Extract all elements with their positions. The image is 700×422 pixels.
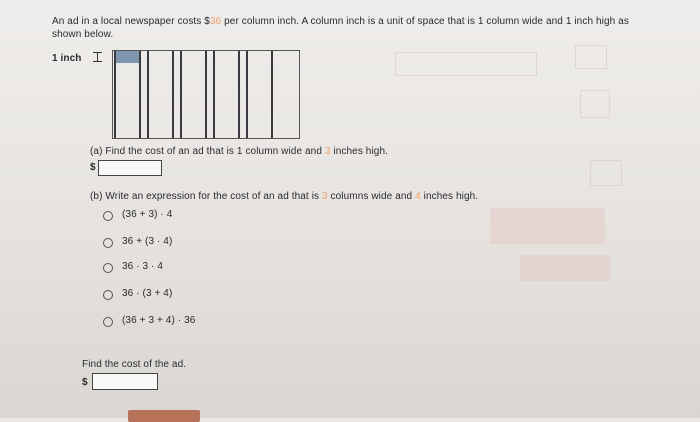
part-b-text-b: columns wide and xyxy=(327,191,416,202)
inch-marker-icon xyxy=(93,52,102,62)
part-c-currency: $ xyxy=(82,377,88,388)
part-b-text-a: (b) Write an expression for the cost of an ad that is xyxy=(90,191,322,202)
part-b-prompt xyxy=(90,191,478,202)
part-a-prompt xyxy=(90,146,388,157)
ad-column xyxy=(147,51,174,138)
part-b-height: 4 xyxy=(415,191,421,202)
option-label-2[interactable]: 36 + (3 · 4) xyxy=(122,236,173,247)
option-label-3[interactable]: 36 · 3 · 4 xyxy=(122,261,164,272)
submit-button[interactable] xyxy=(128,410,200,422)
intro-text-b: per column inch. A column inch is a unit of space that is 1 column wide and 1 inch high as xyxy=(221,16,629,27)
option-label-5[interactable]: (36 + 3 + 4) · 36 xyxy=(122,315,196,326)
option-radio-3[interactable] xyxy=(103,263,113,273)
part-b-text-c: inches high. xyxy=(420,191,479,202)
intro-line-2: shown below. xyxy=(52,29,114,40)
option-radio-1[interactable] xyxy=(103,211,113,221)
part-a-text-b: inches high. xyxy=(330,146,388,157)
option-radio-5[interactable] xyxy=(103,317,113,327)
part-c-answer-input[interactable] xyxy=(92,373,158,390)
part-a-answer-input[interactable] xyxy=(98,160,162,176)
option-radio-2[interactable] xyxy=(103,238,113,248)
price-value: 36 xyxy=(209,16,222,27)
part-c-prompt: Find the cost of the ad. xyxy=(82,359,187,370)
ad-column xyxy=(114,51,141,138)
option-radio-4[interactable] xyxy=(103,290,113,300)
option-label-1[interactable]: (36 + 3) · 4 xyxy=(122,209,173,220)
part-b-columns: 3 xyxy=(322,191,328,202)
intro-text-a: An ad in a local newspaper costs $ xyxy=(52,16,210,27)
part-a-currency: $ xyxy=(90,162,96,173)
part-a-height: 3 xyxy=(324,146,331,157)
ad-column xyxy=(180,51,207,138)
ad-column xyxy=(213,51,240,138)
diagram-label: 1 inch xyxy=(52,53,82,64)
column-inch-cell xyxy=(116,51,139,63)
column-inch-diagram xyxy=(112,50,300,139)
intro-line-1 xyxy=(52,16,629,27)
option-label-4[interactable]: 36 · (3 + 4) xyxy=(122,288,173,299)
part-a-text-a: (a) Find the cost of an ad that is 1 column wide and xyxy=(90,146,325,157)
ad-column xyxy=(246,51,273,138)
